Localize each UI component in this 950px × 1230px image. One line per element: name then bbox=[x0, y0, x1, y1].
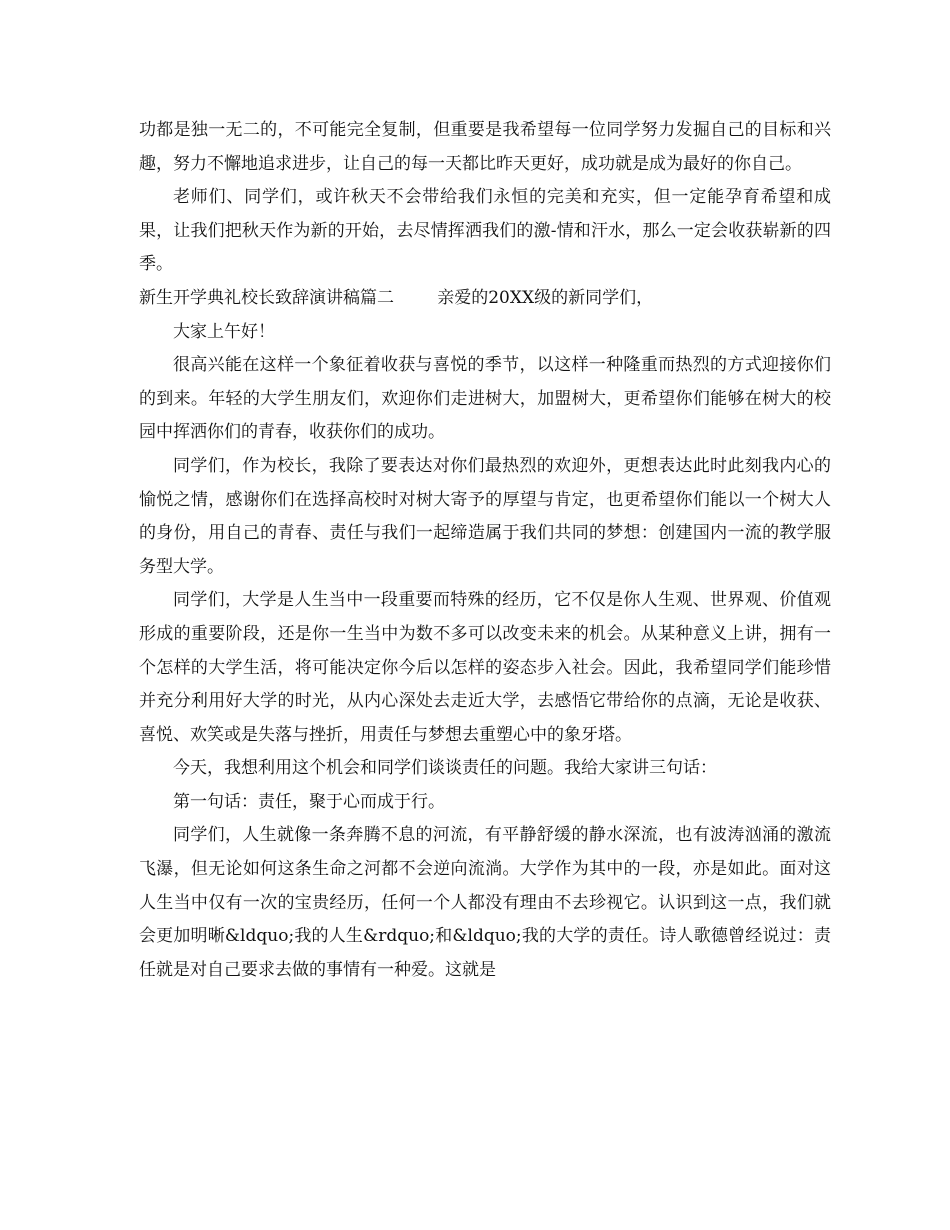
heading-gap bbox=[394, 288, 437, 308]
document-body bbox=[139, 114, 831, 987]
greeting: 亲爱的20XX级的新同学们， bbox=[437, 287, 654, 308]
paragraph-first-sentence: 第一句话：责任，聚于心而成于行。 bbox=[173, 791, 445, 812]
paragraph-continued: 功都是独一无二的，不可能完全复制，但重要是我希望每一位同学努力发掘自己的目标和兴趣，努力不懈地追求进步，让自己的每一天都比昨天更好，成功就是成为最好的你自己。 bbox=[139, 120, 831, 174]
paragraph-president: 同学们，作为校长，我除了要表达对你们最热烈的欢迎外，更想表达此时此刻我内心的愉悦之情，感谢你们在选择高校时对树大寄予的厚望与肯定，也更希望你们能以一个树大人的身份，用自己的青春、责任与我们一起缔造属于我们共同的梦想：创建国内一流的教学服务型大学。 bbox=[139, 455, 831, 577]
paragraph-autumn: 老师们、同学们，或许秋天不会带给我们永恒的完美和充实，但一定能孕育希望和成果，让我们把秋天作为新的开始，去尽情挥洒我们的激-情和汗水，那么一定会收获崭新的四季。 bbox=[139, 187, 831, 275]
paragraph-river: 同学们，人生就像一条奔腾不息的河流，有平静舒缓的静水深流，也有波涛汹涌的激流飞瀑，但无论如何这条生命之河都不会逆向流淌。大学作为其中的一段，亦是如此。面对这人生当中仅有一次的宝贵经历，任何一个人都没有理由不去珍视它。认识到这一点，我们就会更加明晰&ldquo;我的人生&rdquo;和&ldquo;我的大学的责任。诗人歌德曾经说过：责任就是对自己要求去做的事情有一种爱。这就是 bbox=[139, 825, 831, 980]
paragraph-hello: 大家上午好！ bbox=[173, 321, 275, 342]
paragraph-university: 同学们，大学是人生当中一段重要而特殊的经历，它不仅是你人生观、世界观、价值观形成的重要阶段，还是你一生当中为数不多可以改变未来的机会。从某种意义上讲，拥有一个怎样的大学生活，将可能决定你今后以怎样的姿态步入社会。因此，我希望同学们能珍惜并充分利用好大学的时光，从内心深处去走近大学，去感悟它带给你的点滴，无论是收获、喜悦、欢笑或是失落与挫折，用责任与梦想去重塑心中的象牙塔。 bbox=[139, 590, 831, 745]
paragraph-welcome: 很高兴能在这样一个象征着收获与喜悦的季节，以这样一种隆重而热烈的方式迎接你们的到来。年轻的大学生朋友们，欢迎你们走进树大，加盟树大，更希望你们能够在树大的校园中挥洒你们的青春，收获你们的成功。 bbox=[139, 355, 831, 443]
paragraph-today: 今天，我想利用这个机会和同学们谈谈责任的问题。我给大家讲三句话： bbox=[173, 758, 717, 779]
section-title: 新生开学典礼校长致辞演讲稿篇二 bbox=[139, 287, 394, 308]
section-heading-line bbox=[139, 282, 831, 316]
